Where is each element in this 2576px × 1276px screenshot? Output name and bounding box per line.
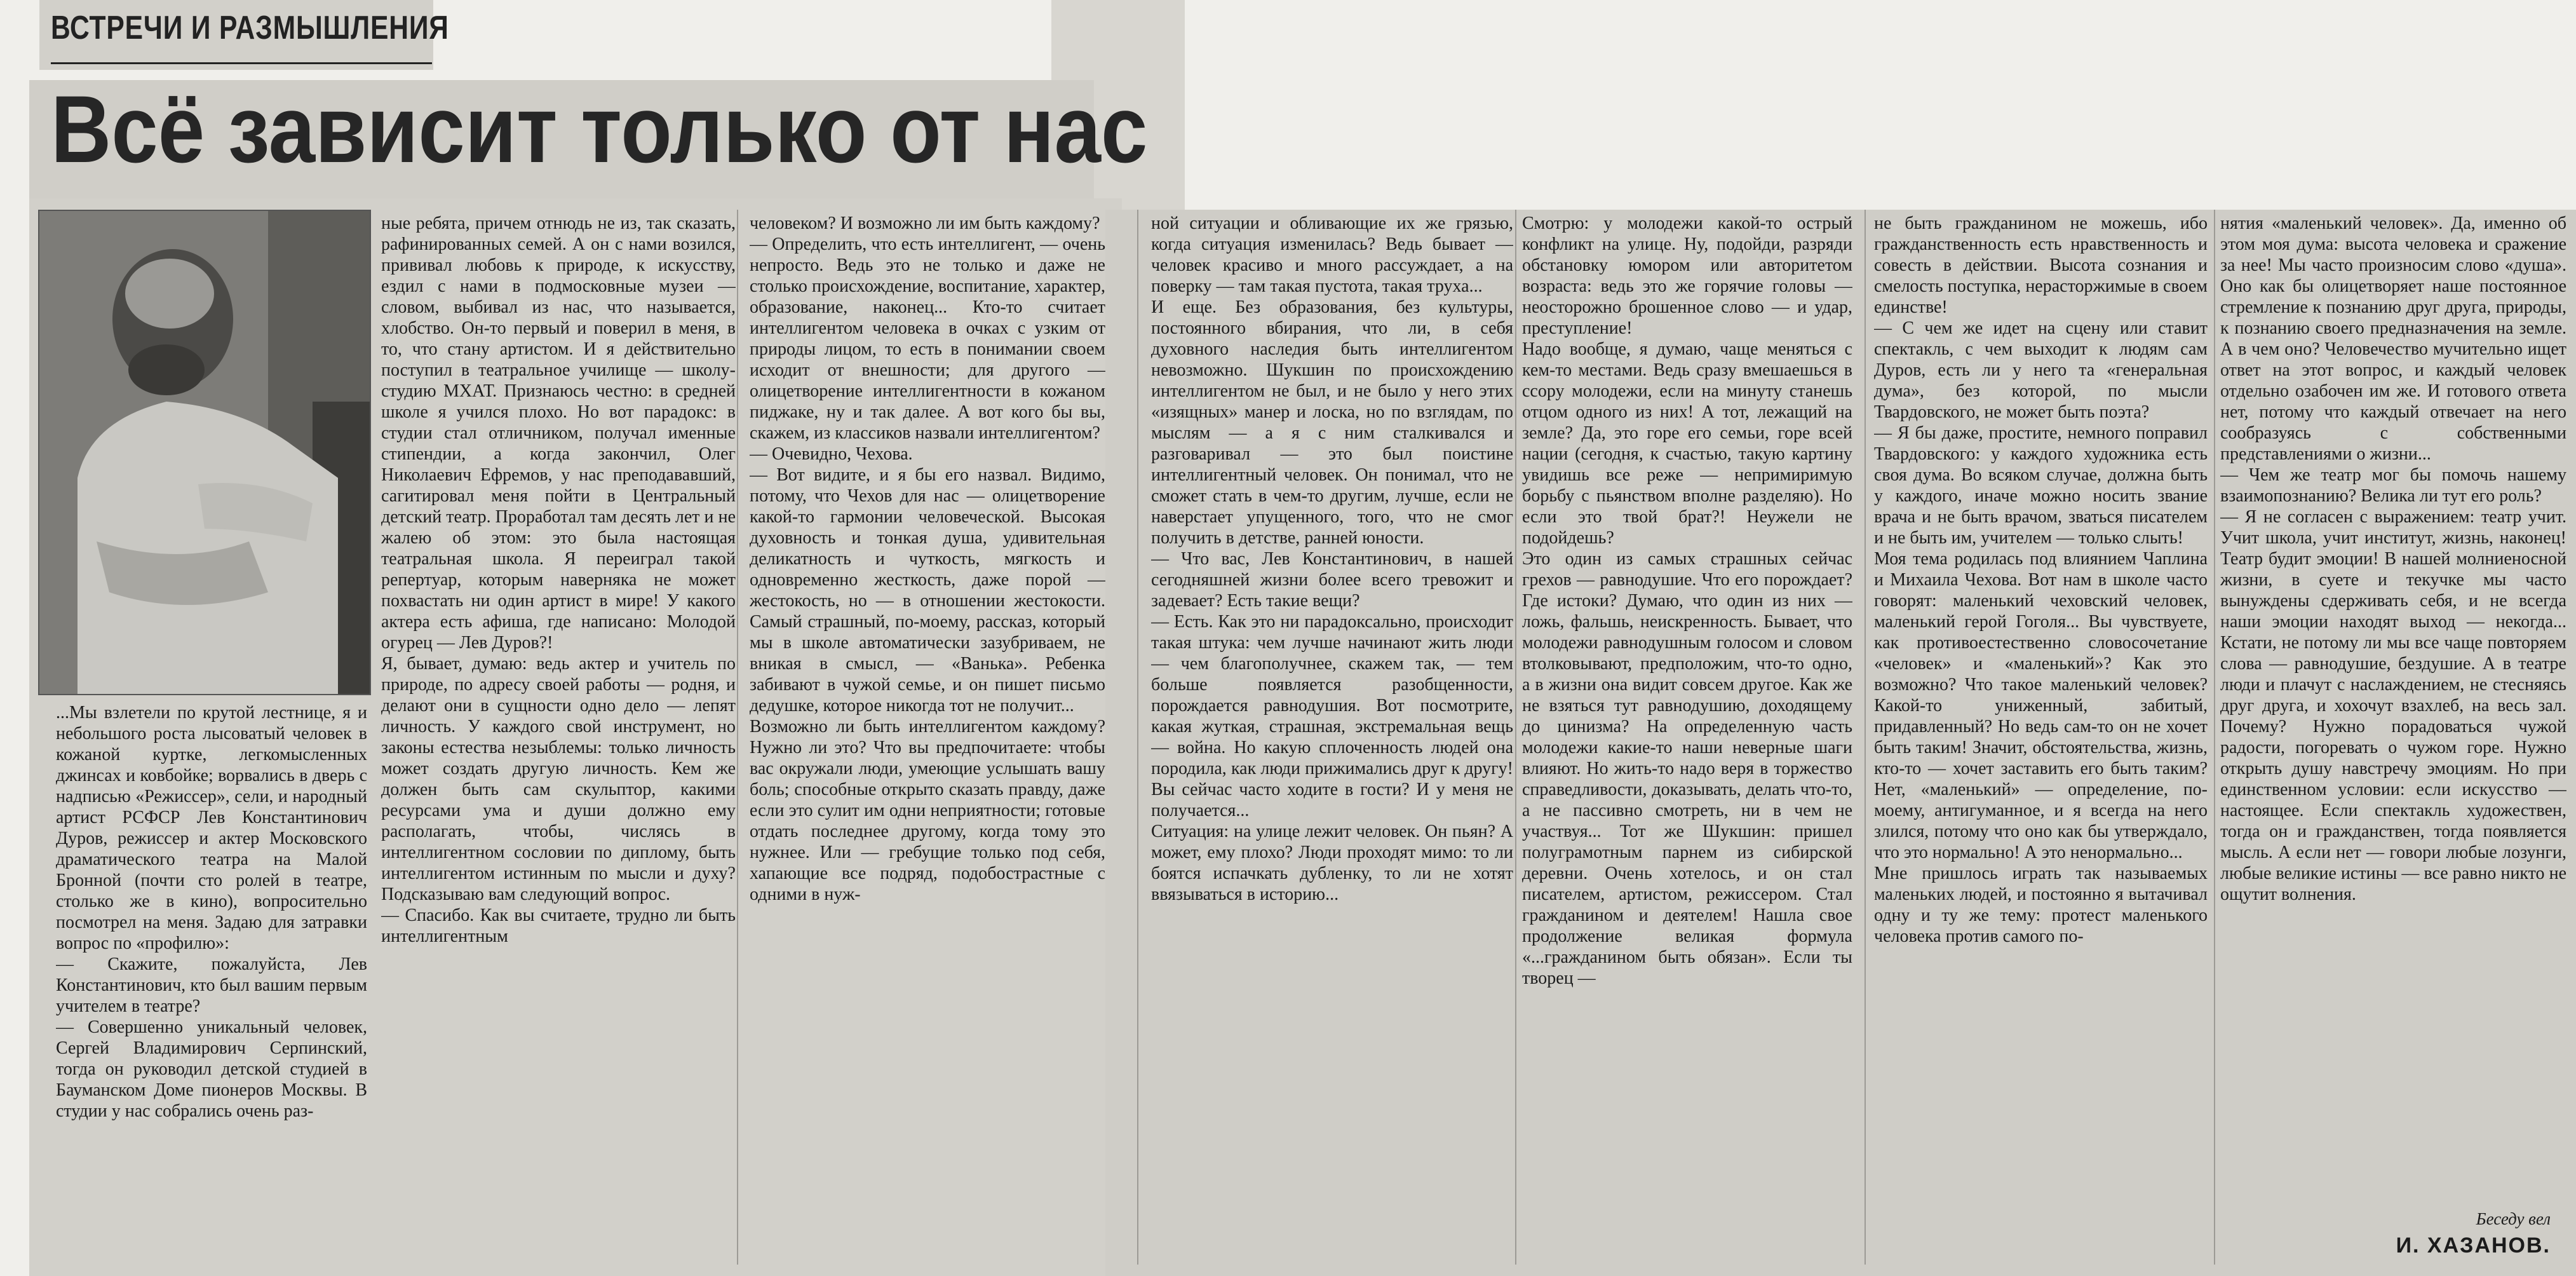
interviewer-label: Беседу вел [2476, 1209, 2551, 1228]
article-column-1: ...Мы взлетели по крутой лестнице, я и небольшого роста лысоватый человек в кожаной куртке, легкомысленных джинсах и ковбойке; ворвались в дверь с надписью «Режиссер», сели, и народный артист РСФСР Лев Константинович Дуров, режиссер и актер Московского драматического театра на Малой Бронной (почти сто ролей в театре, столько же в кино), вопросительно посмотрел на меня. Задаю для затравки вопрос по «профилю»: — Скажите, пожалуйста, Лев Константинович, кто был вашим первым учителем в театре? — Совершенно уникальный человек, Сергей Владимирович Серпинский, тогда он руководил детской студией в Бауманском Доме пионеров Москвы. В студии у нас собрались очень раз- [56, 703, 367, 1121]
article-column-3: человеком? И возможно ли им быть каждому? — Определить, что есть интеллигент, — очень непросто. Ведь это не только и даже не столько происхождение, воспитание, характер, образование, наконец... Кто-то считает интеллигентом человека в очках с узким от природы лицом, то есть в понимании своем исходит от внешности; для другого — олицетворение интеллигентности в кожаном пиджаке, ну и так далее. А вот кого бы вы, скажем, из классиков назвали интеллигентом? — Очевидно, Чехова. — Вот видите, и я бы его назвал. Видимо, потому, что Чехов для нас — олицетворение какой-то гармонии человеческой. Высокая духовность и тонкая душа, удивительная деликатность и чуткость, мягкость и одновременно жесткость, даже порой — жестокость, но — в отношении жестокости. Самый страшный, по-моему, рассказ, который мы в школе автоматически зазубриваем, не вникая в смысл, — «Ванька». Ребенка забивают в чужой семье, и он пишет письмо дедушке, которое никогда тот не получит... Возможно ли быть интеллигентом каждому? Нужно ли это? Что вы предпочитаете: чтобы вас окружали люди, умеющие услышать вашу боль; способные открыто сказать правду, даже если это сулит им одни неприятности; готовые отдать последнее другому, когда тому это нужнее. Или — гребущие только под себя, хапающие все подряд, подобострастные с одними в нуж- [750, 214, 1105, 904]
rubric-heading: ВСТРЕЧИ И РАЗМЫШЛЕНИЯ [51, 10, 449, 46]
column-divider [1137, 210, 1138, 1265]
portrait-illustration [39, 211, 370, 694]
column-divider [737, 210, 738, 1265]
article-column-7: нятия «маленький человек». Да, именно об этом моя дума: высота человека и сражение за нее! Мы часто произносим слово «душа». Оно как бы олицетворяет наше постоянное стремление к познанию друг друга, природы, к познанию своего предназначения на земле. А в чем оно? Человечество мучительно ищет ответ на этот вопрос, и каждый человек отдельно озабочен им же. И готового ответа нет, потому что каждый отвечает на него сообразуясь с собственными представлениями о жизни... — Чем же театр мог бы помочь нашему взаимопознанию? Велика ли тут его роль? — Я не согласен с выражением: театр учит. Учит школа, учит институт, жизнь, наконец! Театр будит эмоции! В нашей молниеносной жизни, в суете и текучке мы часто вынуждены сдерживать себя, и не всегда наши эмоции находят выход — некогда... Кстати, не потому ли мы все чаще повторяем слова — равнодушие, бездушие. А в театре люди и плачут с наслаждением, не стесняясь друг друга, и хохочут взахлеб, на весь зал. Почему? Нужно порадоваться чужой радости, погоревать о чужом горе. Нужно открыть душу навстречу эмоциям. Но при единственном условии: если искусство — настоящее. Если спектакль художествен, тогда он и гражданствен, тогда появляется мысль. А если нет — говори любые лозунги, любые великие истины — все равно никто не ощутит волнения. [2220, 214, 2566, 904]
article-column-2: ные ребята, причем отнюдь не из, так сказать, рафинированных семей. А он с нами возился, прививал любовь к природе, к искусству, ездил с нами в подмосковные музеи — словом, выбивал из нас, что называется, хлобство. Он-то первый и поверил в меня, в то, что стану артистом. И я действительно поступил в театральное училище — школу-студию МХАТ. Признаюсь честно: в средней школе я учился плохо. Но вот парадокс: в студии стал отличником, получал именные стипендии, а когда закончил, Олег Николаевич Ефремов, у нас преподававший, сагитировал меня пойти в Центральный детский театр. Проработал там десять лет и не жалею об этом: это была настоящая театральная школа. Я переиграл такой репертуар, которым наверняка не может похвастать ни один артист в мире! У какого актера есть афиша, где написано: Молодой огурец — Лев Дуров?! Я, бывает, думаю: ведь актер и учитель по природе, по адресу своей работы — родня, и делают они в сущности одно дело — лепят личность. У каждого свой инструмент, но законы естества незыблемы: только личность может создать другую личность. Кем же должен быть сам скульптор, какими ресурсами ума и души должно ему располагать, чтобы, числясь в интеллигентном сословии по диплому, быть интеллигентом истинным по мысли и духу? Подсказываю вам следующий вопрос. — Спасибо. Как вы считаете, трудно ли быть интеллигентным [381, 214, 736, 946]
article-headline: Всё зависит только от нас [51, 76, 1148, 182]
article-column-6: не быть гражданином не можешь, ибо гражданственность есть нравственность и совесть в действии. Высота сознания и смелость поступка, нерасторжимые в своем единстве! — С чем же идет на сцену или ставит спектакль, с чем выходит к людям сам Дуров, есть ли у него та «генеральная дума», без которой, по мысли Твардовского, не может быть поэта? — Я бы даже, простите, немного поправил Твардовского: у каждого художника есть своя дума. Во всяком случае, должна быть у каждого, иначе можно носить звание врача и не быть врачом, зваться писателем и не быть им, учителем — только слыть! Моя тема родилась под влиянием Чаплина и Михаила Чехова. Вот нам в школе часто говорят: маленький чеховский человек, маленький герой Гоголя... Вы чувствуете, как противоестественно словосочетание «человек» и «маленький»? Как это возможно? Что такое маленький человек? Какой-то униженный, забитый, придавленный? Но ведь сам-то он не хочет быть таким! Значит, обстоятельства, жизнь, кто-то — хочет заставить его быть таким? Нет, «маленький» — определение, по-моему, антигуманное, и я всегда на него злился, потому что оно как бы утверждало, что это нормально! А это ненормально... Мне пришлось играть так называемых маленьких людей, и постоянно я вытачивал одну и ту же тему: протест маленького человека против самого по- [1874, 214, 2208, 946]
article-column-4: ной ситуации и обливающие их же грязью, когда ситуация изменилась? Ведь бывает — человек красиво и много рассуждает, а на поверку — там такая пустота, такая труха... И еще. Без образования, без культуры, постоянного вбирания, что ли, в себя духовного наследия быть интеллигентом невозможно. Шукшин по происхождению интеллигентом не был, и не было у него этих «изящных» манер и лоска, но по взглядам, по мыслям — а я с ним сталкивался и разговаривал — это был поистине интеллигентный человек. Он понимал, что не сможет стать в чем-то другим, лучше, если не наверстает упущенного, того, что не смог получить в детстве, ранней юности. — Что вас, Лев Константинович, в нашей сегодняшней жизни более всего тревожит и задевает? Есть такие вещи? — Есть. Как это ни парадоксально, происходит такая штука: чем лучше начинают жить люди — чем благополучнее, скажем так, — тем больше появляется разобщенности, порождается равнодушия. Вот посмотрите, какая жуткая, страшная, экстремальная вещь — война. Но какую сплоченность людей она породила, как люди прижимались друг к другу! Вы сейчас часто ходите в гости? И у меня не получается... Ситуация: на улице лежит человек. Он пьян? А может, ему плохо? Люди проходят мимо: то ли боятся испачкать дубленку, то ли не хотят ввязываться в историю... [1151, 214, 1513, 904]
portrait-photo [38, 210, 371, 695]
divider [51, 62, 432, 64]
column-divider [1515, 210, 1516, 1265]
interviewer-name: И. ХАЗАНОВ. [2396, 1233, 2551, 1258]
column-divider [1865, 210, 1866, 1265]
article-column-5: Смотрю: у молодежи какой-то острый конфликт на улице. Ну, подойди, разряди обстановку юмором или авторитетом возраста: ведь это же горячие головы — неосторожно брошенное слово — и удар, преступление! Надо вообще, я думаю, чаще меняться с кем-то местами. Ведь сразу вмешаешься в ссору молодежи, если на минуту станешь отцом одного из них! А тот, лежащий на земле? Да, это горе его семьи, горе всей нации (сегодня, к счастью, такую картину увидишь все реже — непримиримую борьбу с пьянством вполне разделяю). Но если это твой брат?! Неужели не подойдешь? Это один из самых страшных сейчас грехов — равнодушие. Что его порождает? Где истоки? Думаю, что один из них — ложь, фальшь, неискренность. Бывает, что молодежи равнодушным голосом и словом втолковывают, предположим, что-то одно, а в жизни она видит совсем другое. Как же не взяться тут равнодушию, доходящему до цинизма? На определенную часть молодежи какие-то наши неверные шаги влияют. Но жить-то надо веря в торжество справедливости, доказывать, делать что-то, а не пассивно смотреть, ни в чем не участвуя... Тот же Шукшин: пришел полуграмотным парнем из сибирской деревни. Очень хотелось, и он стал писателем, артистом, режиссером. Стал гражданином и деятелем! Нашла свое продолжение великая формула «...гражданином быть обязан». Если ты творец — [1522, 214, 1852, 988]
column-divider [2214, 210, 2215, 1265]
